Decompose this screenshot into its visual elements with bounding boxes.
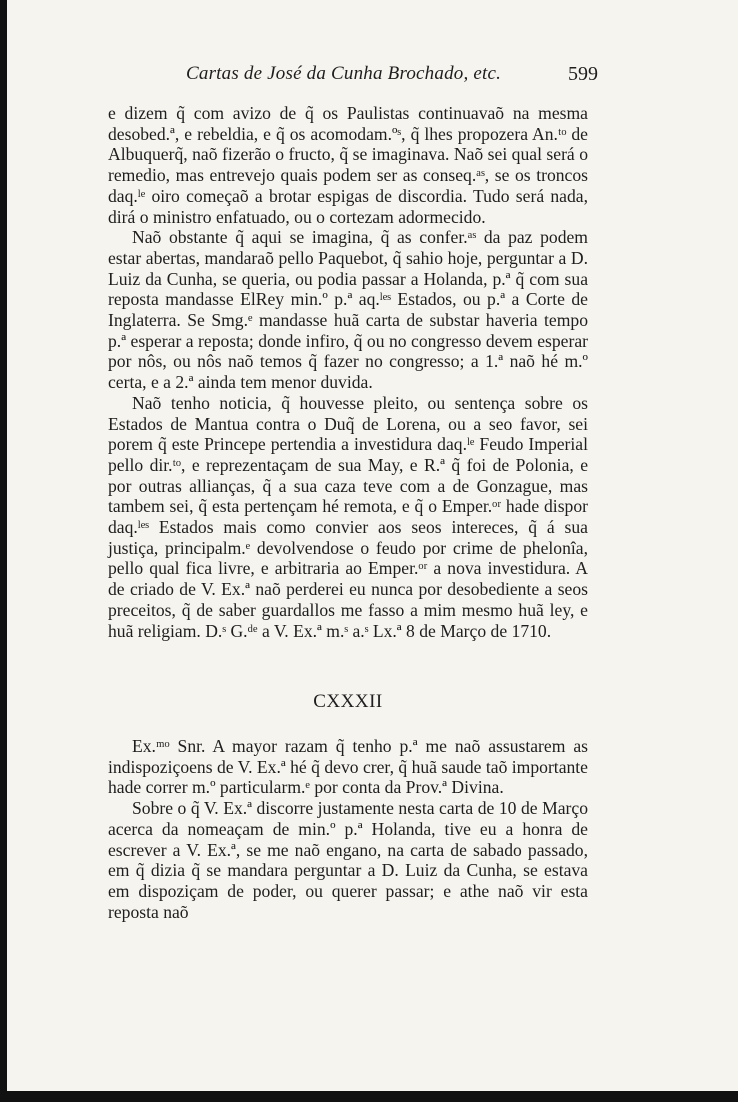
running-title: Cartas de José da Cunha Brochado, etc. <box>186 63 502 84</box>
paragraph: Sobre o q̃ V. Ex.ª discorre justamente nesta carta de 10 de Março acerca da nomeaçam de min.º p.ª Holanda, tive eu a honra de escrever a V. Ex.ª, se me naõ engano, na carta de sabado passado, em q̃ dizia q̃ se mandara perguntar a D. Luiz da Cunha, se estava em dispoziçam de poder, ou querer passar; e athe naõ vir esta reposta naõ <box>108 798 588 922</box>
page-header <box>108 60 598 90</box>
paragraph: Naõ tenho noticia, q̃ houvesse pleito, ou sentença sobre os Estados de Mantua contra o Duq̃ de Lorena, ou a seo favor, sei porem q̃ este Princepe pertendia a investidura daq.ˡᵉ Feudo Imperial pello dir.ᵗᵒ, e reprezentaçam de sua May, e R.ª q̃ foi de Polonia, e por outras allianças, q̃ a sua caza teve com a de Gonzague, mas tambem sei, q̃ esta pertençam hé remota, e q̃ o Emper.ᵒʳ hade dispor daq.ˡᵉˢ Estados mais como convier aos seos intereces, q̃ á sua justiça, principalm.ᵉ devolvendose o feudo por crime de phelonîa, pello qual fica livre, e arbitraria ao Emper.ᵒʳ a nova investidura. A de criado de V. Ex.ª naõ perderei eu nunca por desobediente a seos preceitos, q̃ de saber guardallos me fasso a mim mesmo huã ley, e huã religiam. D.ˢ G.ᵈᵉ a V. Ex.ª m.ˢ a.ˢ Lx.ª 8 de Março de 1710. <box>108 392 588 641</box>
letter-body <box>108 103 588 641</box>
paragraph: Naõ obstante q̃ aqui se imagina, q̃ as confer.ᵃˢ da paz podem estar abertas, mandaraõ pello Paquebot, q̃ sahio hoje, perguntar a D. Luiz da Cunha, se queria, ou podia passar a Holanda, p.ª q̃ com sua reposta mandasse ElRey min.º p.ª aq.ˡᵉˢ Estados, ou p.ª a Corte de Inglaterra. Se Smg.ᵉ mandasse huã carta de substar haveria tempo p.ª esperar a reposta; donde infiro, q̃ ou no congresso devem esperar por nôs, ou nôs naõ temos q̃ fazer no congresso; a 1.ª naõ hé m.º certa, e a 2.ª ainda tem menor duvida. <box>108 227 588 393</box>
scan-border-left <box>0 0 7 1092</box>
page-number: 599 <box>568 63 598 85</box>
scan-border-bottom <box>0 1091 738 1102</box>
letter-number-heading: CXXXII <box>313 691 383 712</box>
paragraph: e dizem q̃ com avizo de q̃ os Paulistas continuavaõ na mesma desobed.ª, e rebeldia, e q̃ os acomodam.ºˢ, q̃ lhes propozera An.ᵗᵒ de Albuquerq̃, naõ fizerão o fructo, q̃ se imaginava. Naõ sei qual será o remedio, mas entrevejo quais podem ser as conseq.ᵃˢ, se os troncos daq.ˡᵉ oiro começaõ a brotar espigas de discordia. Tudo será nada, dirá o ministro enfatuado, ou o cortezam adormecido. <box>108 103 588 227</box>
letter-body-next <box>108 736 588 922</box>
paragraph: Ex.ᵐᵒ Snr. A mayor razam q̃ tenho p.ª me naõ assustarem as indispoziçoens de V. Ex.ª hé q̃ devo crer, q̃ huã saude taõ importante hade correr m.º particularm.ᵉ por conta da Prov.ª Divina. <box>108 736 588 798</box>
